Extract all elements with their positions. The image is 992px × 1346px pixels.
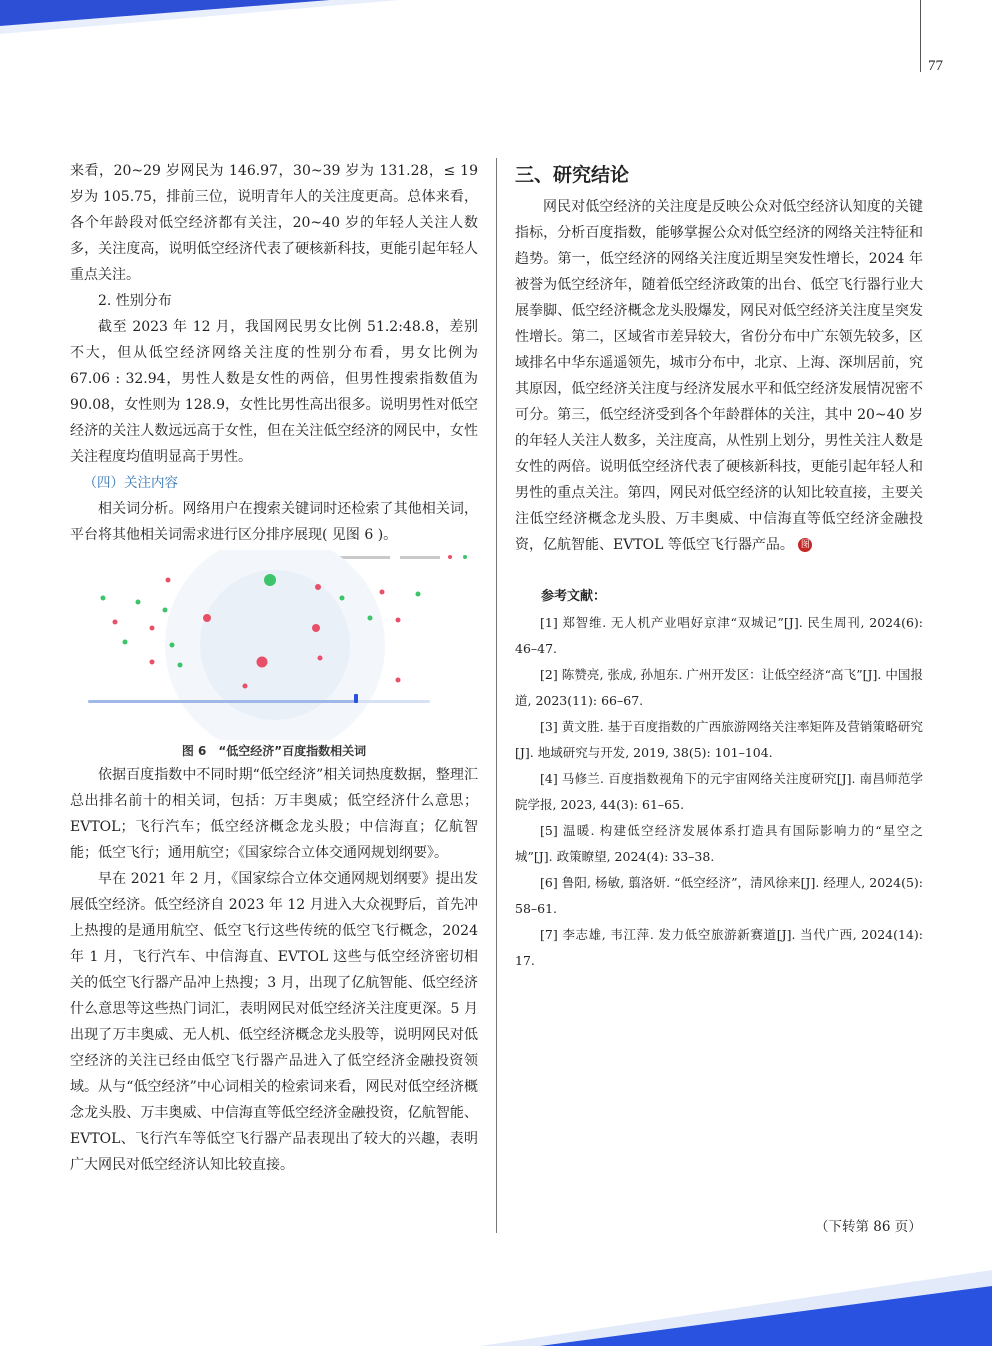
reference-item: [6] 鲁阳, 杨敏, 翦洛妍. “低空经济”，清风徐来[J]. 经理人, 2024(5): 58–61. xyxy=(515,875,923,916)
column-divider xyxy=(496,158,497,1233)
paragraph-age-distribution: 来看，20~29 岁网民为 146.97，30~39 岁为 131.28，≤ 19 岁为 105.75，排前三位，说明青年人的关注度更高。总体来看，各个年龄段对低空经济都有关注，20~40 岁的年轻人关注人数多，关注度高，说明低空经济代表了硬核新科技，更能引起年轻人重点关注。 xyxy=(70,163,478,283)
conclusion-text: 网民对低空经济的关注度是反映公众对低空经济认知度的关键指标，分析百度指数，能够掌握公众对低空经济的网络关注特征和趋势。第一，低空经济的网络关注度近期呈突发性增长，2024 年被誉为低空经济年，随着低空经济政策的出台、低空飞行器行业大展拳脚、低空经济概念龙头股爆发，网民对低空经济关注度呈突发性增长。第二，区域省市差异较大，省份分布中广东领先较多，区域排名中华东遥遥领先，城市分布中，北京、上海、深圳居前，究其原因，低空经济关注度与经济发展水平和低空经济发展情况密不可分。第三，低空经济受到各个年龄群体的关注，其中 20~40 岁的年轻人关注人数多，关注度高，从性别上划分，男性关注人数是女性的两倍。说明低空经济代表了硬核新科技，更能引起年轻人和男性的重点关注。第四，网民对低空经济的认知比较直接，主要关注低空经济概念龙头股、万丰奥威、中信海直等低空经济金融投资，亿航智能、EVTOL 等低空飞行器产品。 xyxy=(515,199,923,553)
paragraph-related-words: 相关词分析。网络用户在搜索关键词时还检索了其他相关词，平台将其他相关词需求进行区分排序展现( 见图 6 )。 xyxy=(70,501,478,543)
end-mark-icon: 图 xyxy=(798,538,812,552)
figure-legend xyxy=(330,555,467,559)
right-column xyxy=(515,158,923,974)
continued-note: （下转第 86 页） xyxy=(815,1219,922,1235)
paragraph-conclusion xyxy=(515,194,923,558)
figure-caption: 图 6 “低空经济”百度指数相关词 xyxy=(181,744,367,758)
reference-item: [4] 马修兰. 百度指数视角下的元宇宙网络关注度研究[J]. 南昌师范学院学报, 2023, 44(3): 61–65. xyxy=(515,771,923,812)
section-title: 三、研究结论 xyxy=(515,164,630,186)
bottom-right-decoration xyxy=(480,1270,992,1346)
header-rule xyxy=(920,0,921,72)
related-words-bubble-figure xyxy=(70,550,478,740)
top-left-decoration xyxy=(0,0,400,40)
paragraph-gender: 截至 2023 年 12 月，我国网民男女比例 51.2:48.8，差别不大，但从低空经济网络关注度的性别分布看，男女比例为 67.06 : 32.94，男性人数是女性的两倍，但男性搜索指数值为 90.08，女性则为 128.9，女性比男性高出很多。说明男性对低空经济的关注人数远远高于女性，但在关注低空经济的网民中，女性关注程度均值明显高于男性。 xyxy=(70,319,478,465)
reference-item: [5] 温暖. 构建低空经济发展体系打造具有国际影响力的“星空之城”[J]. 政策瞭望, 2024(4): 33–38. xyxy=(515,823,923,864)
references-title: 参考文献： xyxy=(541,589,607,604)
reference-item: [2] 陈赞亮, 张成, 孙旭东. 广州开发区：让低空经济“高飞”[J]. 中国报道, 2023(11): 66–67. xyxy=(515,667,923,708)
subheading-content: （四）关注内容 xyxy=(83,475,178,491)
left-column xyxy=(70,158,478,1178)
figure-related-words xyxy=(70,550,478,740)
reference-item: [1] 郑智维. 无人机产业唱好京津“双城记”[J]. 民生周刊, 2024(6): 46–47. xyxy=(515,615,923,656)
paragraph-top-ten-words: 依据百度指数中不同时期“低空经济”相关词热度数据，整理汇总出排名前十的相关词，包括：万丰奥威；低空经济什么意思；EVTOL；飞行汽车；低空经济概念龙头股；中信海直；亿航智能；低空飞行；通用航空；《国家综合立体交通网规划纲要》。 xyxy=(70,767,478,861)
page-number: 77 xyxy=(928,58,943,74)
paragraph-timeline-analysis: 早在 2021 年 2 月，《国家综合立体交通网规划纲要》提出发展低空经济。低空经济自 2023 年 12 月进入大众视野后，首先冲上热搜的是通用航空、低空飞行这些传统的低空飞行概念，2024 年 1 月，飞行汽车、中信海直、EVTOL 这些与低空经济密切相关的低空飞行器产品冲上热搜；3 月，出现了亿航智能、低空经济什么意思等这些热门词汇，表明网民对低空经济关注度更深。5 月出现了万丰奥威、无人机、低空经济概念龙头股等，说明网民对低空经济的关注已经由低空飞行器产品进入了低空经济金融投资领域。从与“低空经济”中心词相关的检索词来看，网民对低空经济概念龙头股、万丰奥威、中信海直等低空经济金融投资，亿航智能、EVTOL、飞行汽车等低空飞行器产品表现出了较大的兴趣，表明广大网民对低空经济认知比较直接。 xyxy=(70,871,478,1173)
reference-item: [3] 黄文胜. 基于百度指数的广西旅游网络关注率矩阵及营销策略研究[J]. 地域研究与开发, 2019, 38(5): 101–104. xyxy=(515,719,923,760)
reference-item: [7] 李志雄, 韦江萍. 发力低空旅游新赛道[J]. 当代广西, 2024(14): 17. xyxy=(515,927,923,968)
subheading-gender: 2. 性别分布 xyxy=(98,293,172,309)
